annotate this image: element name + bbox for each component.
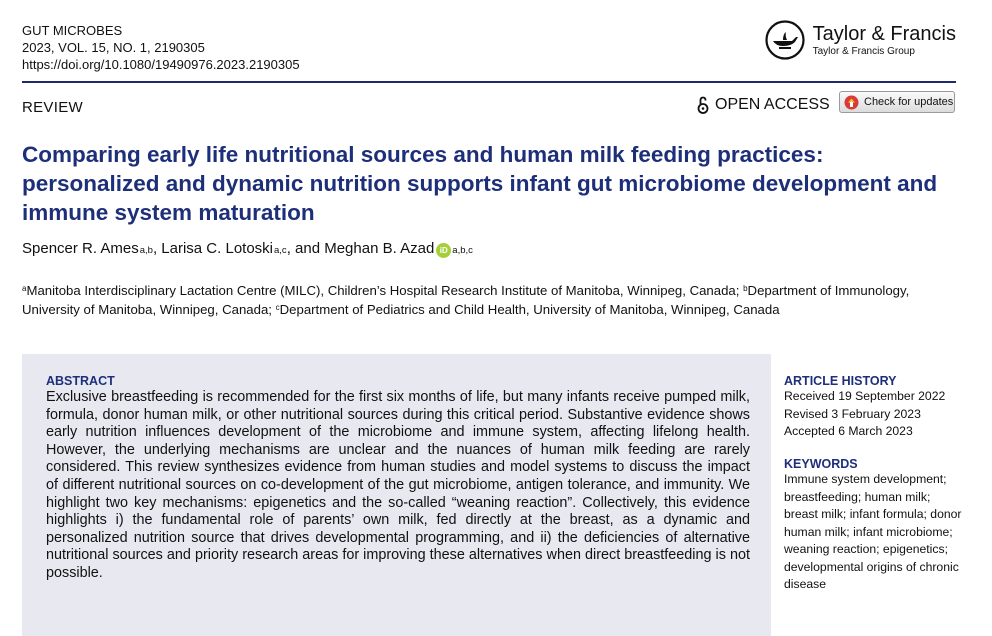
check-for-updates-button[interactable] — [839, 91, 955, 113]
author-name[interactable]: Meghan B. Azad — [324, 240, 435, 257]
journal-name: GUT MICROBES — [22, 23, 123, 38]
publisher-logo[interactable] — [765, 20, 956, 60]
keywords-heading: KEYWORDS — [784, 457, 858, 471]
abstract-text: Exclusive breastfeeding is recommended for the first six months of life, but many infants receive pumped milk, formula, donor human milk, or other nutritional sources during this critical period. Substantive evidence shows early nutrition influences development of the microbiome and immune system, affecting lifelong health. However, the underlying mechanisms are unclear and the nuances of human milk feeding are rarely considered. This review synthesizes evidence from human studies and model systems to discuss the impact of different nutritional sources on co-development of the gut microbiome, antigen tolerance, and immunity. We highlight two key mechanisms: epigenetics and the so-called “weaning reaction”. Collectively, this evidence highlights i) the fundamental role of parents’ own milk, fed directly at the breast, as a dynamic and personalized nutrition source that drives developmental programming, and ii) the deficiencies of alternative nutritional sources and priority research areas for improving these alternatives when direct breastfeeding is not possible. — [46, 389, 750, 581]
publisher-group: Taylor & Francis Group — [812, 45, 915, 57]
open-access-badge — [697, 96, 830, 114]
header-divider — [22, 81, 956, 83]
affiliation-sup: c — [275, 303, 280, 312]
received-date: Received 19 September 2022 — [784, 389, 946, 403]
publisher-name: Taylor & Francis — [812, 22, 956, 45]
affiliation-text: Department of Pediatrics and Child Health, University of Manitoba, Winnipeg, Canada — [279, 302, 780, 317]
author-affiliation-sup: a,b — [139, 245, 153, 256]
author-affiliation-sup: a,b,c — [452, 245, 473, 256]
affiliation-sup: a — [22, 284, 27, 293]
journal-info — [22, 22, 300, 73]
lamp-logo-icon — [765, 20, 805, 60]
article-history-heading: ARTICLE HISTORY — [784, 374, 897, 388]
article-type: REVIEW — [22, 99, 83, 116]
crossmark-icon — [844, 95, 859, 110]
orcid-icon[interactable]: iD — [436, 243, 451, 258]
author-separator: , — [152, 240, 162, 257]
affiliation-text: Manitoba Interdisciplinary Lactation Centre (MILC), Children’s Hospital Research Institute of Manitoba, Winnipeg, Canada; — [26, 283, 744, 298]
author-list — [22, 240, 473, 258]
revised-date: Revised 3 February 2023 — [784, 406, 921, 421]
author-separator: , and — [286, 240, 325, 257]
keywords-section — [784, 457, 974, 594]
open-lock-icon — [697, 96, 709, 114]
author-name[interactable]: Spencer R. Ames — [22, 240, 139, 257]
doi-link[interactable]: https://doi.org/10.1080/19490976.2023.2190305 — [22, 57, 300, 72]
abstract-heading: ABSTRACT — [46, 374, 115, 388]
keywords-text: Immune system development; breastfeeding; human milk; breast milk; infant formula; donor human milk; infant microbiome; weaning reaction; epigenetics; developmental origins of chronic disease — [784, 472, 962, 591]
journal-citation: 2023, VOL. 15, NO. 1, 2190305 — [22, 40, 205, 55]
author-name[interactable]: Larisa C. Lotoski — [161, 240, 273, 257]
article-history — [784, 374, 974, 441]
affiliations — [22, 280, 957, 318]
affiliation-text: Department of Immunology, University of Manitoba, Winnipeg, Canada; — [22, 283, 910, 317]
affiliation-sup: b — [743, 284, 748, 293]
open-access-label: OPEN ACCESS — [715, 96, 830, 113]
author-affiliation-sup: a,c — [274, 245, 287, 256]
article-title: Comparing early life nutritional sources and human milk feeding practices: personalized and dynamic nutrition supports infant gut microbiome development and immune system maturation — [22, 142, 938, 225]
accepted-date: Accepted 6 March 2023 — [784, 424, 913, 438]
check-for-updates-label: Check for updates — [864, 96, 954, 108]
